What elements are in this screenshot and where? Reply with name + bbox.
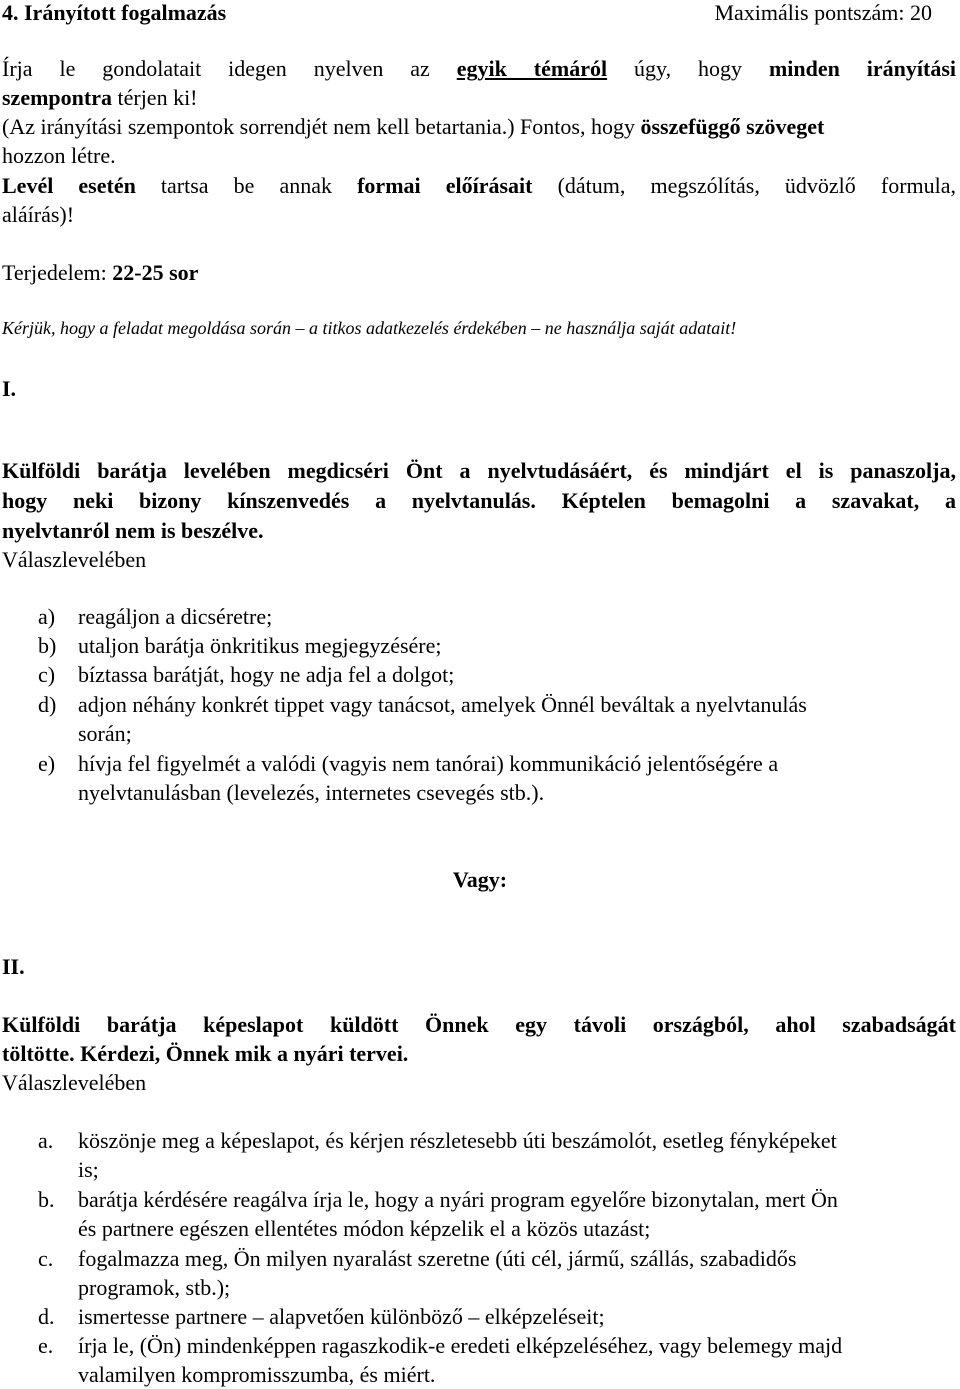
task2-item-a xyxy=(2,1126,952,1184)
item-marker: d. xyxy=(38,1304,55,1329)
item-text: barátja kérdésére reagálva írja le, hogy a nyári program egyelőre bizonytalan, mert Ön xyxy=(78,1187,838,1212)
length-requirement xyxy=(2,258,956,287)
item-marker: c. xyxy=(38,1246,54,1271)
instruction-line-6 xyxy=(2,200,956,229)
instruction-emphasis: minden irányítási xyxy=(768,56,957,81)
instruction-line-4 xyxy=(2,141,956,170)
max-points: Maximális pontszám: 20 xyxy=(714,0,932,25)
item-text: során; xyxy=(78,721,132,746)
item-text: is; xyxy=(78,1157,99,1182)
instruction-line-3 xyxy=(2,112,956,141)
instruction-text: hozzon létre. xyxy=(2,143,116,168)
item-text: valamilyen kompromisszumba, és miért. xyxy=(78,1362,436,1387)
length-label: Terjedelem: xyxy=(2,260,113,285)
instruction-emphasis: Levél esetén xyxy=(2,173,136,198)
item-marker: a. xyxy=(38,1128,54,1153)
privacy-note: Kérjük, hogy a feladat megoldása során – a titkos adatkezelés érdekében – ne használja saját adatait! xyxy=(2,318,737,338)
task2-prompt-line-1: Külföldi barátja képeslapot küldött Önnek egy távoli országból, ahol szabadságát xyxy=(2,1012,956,1037)
item-text: nyelvtanulásban (levelezés, internetes csevegés stb.). xyxy=(78,780,545,805)
instruction-text: Írja le gondolatait idegen nyelven az xyxy=(2,56,457,81)
task1-prompt-line-2: hogy neki bizony kínszenvedés a nyelvtanulás. Képtelen bemagolni a szavakat, a xyxy=(2,488,956,513)
task1-reply-label: Válaszlevelében xyxy=(2,547,147,572)
instruction-emphasis: formai előírásait xyxy=(357,173,533,198)
task2-reply-label: Válaszlevelében xyxy=(2,1070,147,1095)
item-marker: e. xyxy=(38,1333,54,1358)
instruction-text: (dátum, megszólítás, üdvözlő formula, xyxy=(532,173,957,198)
item-marker: d) xyxy=(38,692,57,717)
item-text: köszönje meg a képeslapot, és kérjen részletesebb úti beszámolót, esetleg fényképeket xyxy=(78,1128,837,1153)
task2-prompt-line-2: töltötte. Kérdezi, Önnek mik a nyári tervei. xyxy=(2,1041,409,1066)
item-text: írja le, (Ön) mindenképpen ragaszkodik-e eredeti elképzeléséhez, vagy belemegy majd xyxy=(78,1333,843,1358)
task1-item-d xyxy=(2,690,952,748)
instruction-emphasis: egyik témáról xyxy=(456,56,608,81)
item-text: bíztassa barátját, hogy ne adja fel a dolgot; xyxy=(78,662,455,687)
task2-item-d xyxy=(2,1302,952,1331)
instruction-text: aláírás)! xyxy=(2,202,75,227)
instruction-line-5 xyxy=(2,171,956,200)
task2-numeral: II. xyxy=(2,954,25,979)
task1-prompt-line-3: nyelvtanról nem is beszélve. xyxy=(2,518,264,543)
instruction-text: úgy, hogy xyxy=(607,56,769,81)
task2-item-b xyxy=(2,1185,952,1243)
item-text: reagáljon a dicséretre; xyxy=(78,604,273,629)
instruction-text: térjen ki! xyxy=(111,85,198,110)
task1-item-a xyxy=(2,602,952,631)
instruction-emphasis: összefüggő szöveget xyxy=(640,114,825,139)
length-value: 22-25 sor xyxy=(112,260,199,285)
task1-prompt-line-1: Külföldi barátja levelében megdicséri Önt a nyelvtudásáért, és mindjárt el is panaszolja, xyxy=(2,458,956,483)
task2-item-c xyxy=(2,1244,952,1302)
item-marker: a) xyxy=(38,604,56,629)
instruction-text: tartsa be annak xyxy=(135,173,358,198)
instruction-line-2 xyxy=(2,83,956,112)
instruction-line-1 xyxy=(2,54,956,83)
instruction-emphasis: szempontra xyxy=(2,85,112,110)
task1-item-b xyxy=(2,631,952,660)
instruction-text: (Az irányítási szempontok sorrendjét nem kell betartania.) Fontos, hogy xyxy=(2,114,641,139)
item-text: hívja fel figyelmét a valódi (vagyis nem tanórai) kommunikáció jelentőségére a xyxy=(78,751,779,776)
item-text: utaljon barátja önkritikus megjegyzésére; xyxy=(78,633,442,658)
item-marker: c) xyxy=(38,662,56,687)
item-text: adjon néhány konkrét tippet vagy tanácsot, amelyek Önnél beváltak a nyelvtanulás xyxy=(78,692,807,717)
task1-numeral: I. xyxy=(2,376,17,401)
item-marker: e) xyxy=(38,751,56,776)
task1-item-e xyxy=(2,749,952,807)
task-title: 4. Irányított fogalmazás xyxy=(2,0,227,25)
task1-item-c xyxy=(2,660,952,689)
item-text: és partnere egészen ellentétes módon képzelik el a közös utazást; xyxy=(78,1216,651,1241)
item-marker: b. xyxy=(38,1187,55,1212)
item-text: fogalmazza meg, Ön milyen nyaralást szeretne (úti cél, jármű, szállás, szabadidős xyxy=(78,1246,797,1271)
task2-item-e xyxy=(2,1331,952,1389)
item-text: ismertesse partnere – alapvetően különböző – elképzeléseit; xyxy=(78,1304,605,1329)
or-separator: Vagy: xyxy=(452,867,508,892)
item-marker: b) xyxy=(38,633,57,658)
item-text: programok, stb.); xyxy=(78,1275,231,1300)
